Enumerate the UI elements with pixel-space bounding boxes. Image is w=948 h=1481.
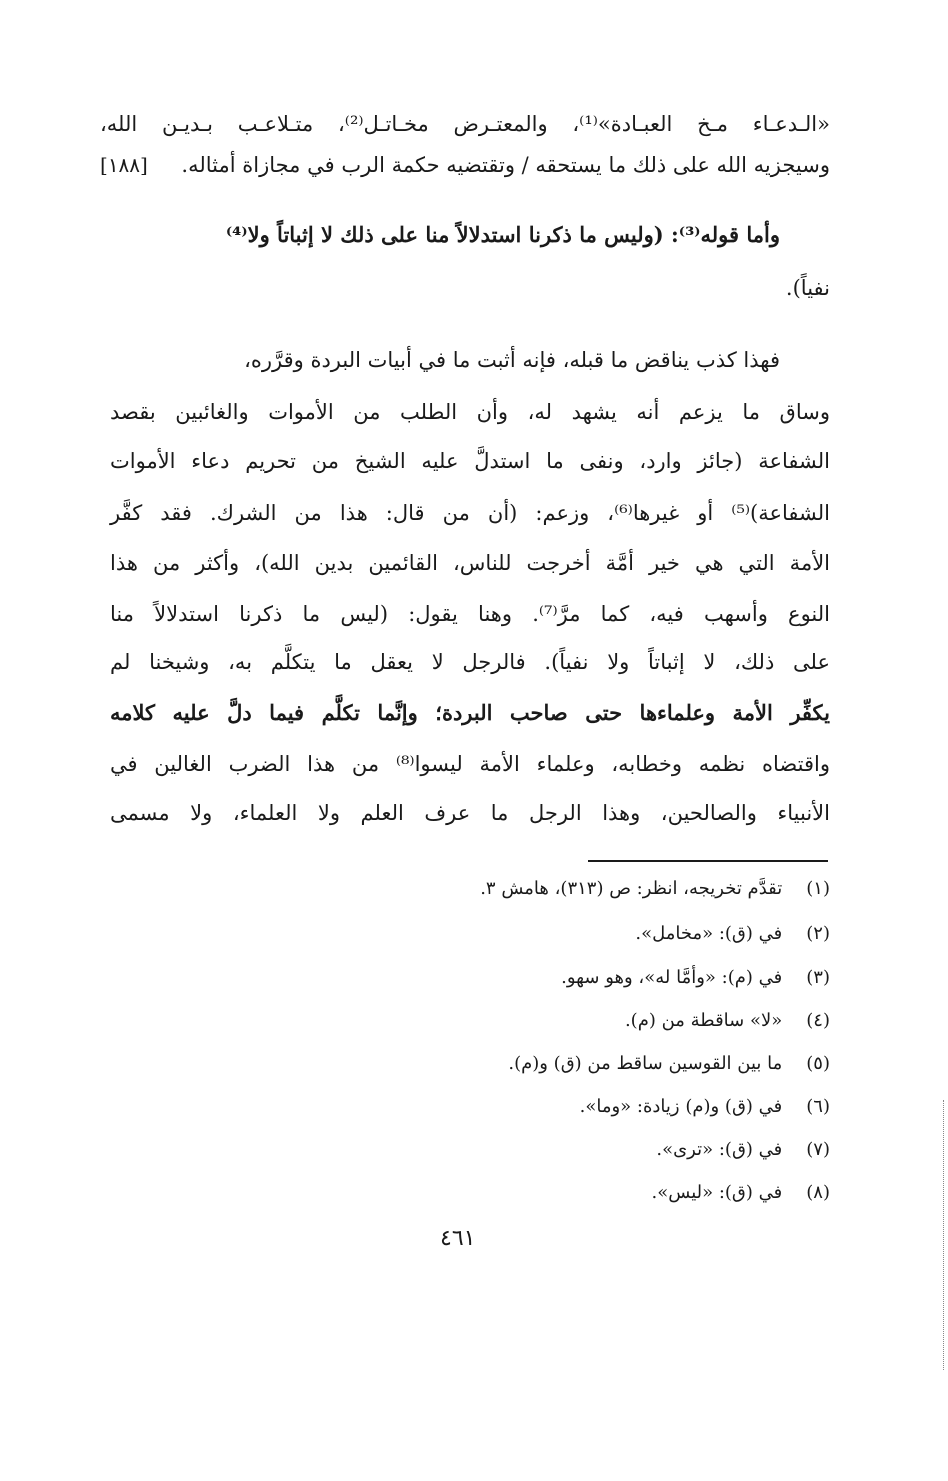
footnote-2 (635, 923, 830, 944)
footnote-number: (٧) (806, 1139, 830, 1160)
body-line-4: نفياً). (785, 276, 830, 300)
footnote-number: (٨) (806, 1182, 830, 1203)
footnote-number: (١) (806, 878, 830, 899)
body-line-14: الأنبياء والصالحين، وهذا الرجل ما عرف العلم ولا العلماء، ولا مسمى (110, 801, 830, 825)
footnote-6 (580, 1096, 830, 1117)
page-number: ٤٦١ (440, 1226, 476, 1251)
body-line-11: على ذلك، لا إثباتاً ولا نفياً). فالرجل لا يعقل ما يتكلَّم به، وشيخنا لم (110, 650, 830, 674)
footnote-number: (٣) (806, 967, 830, 988)
footnote-text: في (م): «وأمَّا له»، وهو سهو. (561, 967, 783, 988)
footnote-text: «لا» ساقطة من (م). (624, 1010, 783, 1031)
footnote-number: (٥) (806, 1053, 830, 1074)
body-line-12: يكفِّر الأمة وعلماءها حتى صاحب البردة؛ وإنَّما تكلَّم فيما دلَّ عليه كلامه (110, 700, 830, 725)
footnote-3 (561, 967, 830, 988)
footnote-number: (٢) (806, 923, 830, 944)
footnote-divider (588, 860, 828, 862)
footnote-5 (508, 1053, 830, 1074)
footnote-1 (480, 878, 830, 899)
body-line-1: «الـدعـاء مـخ العبـادة»⁽¹⁾، والمعتـرض مخـاتـل⁽²⁾، متـلاعـب بـديـن الله، (100, 112, 830, 136)
footnote-8 (652, 1182, 830, 1203)
footnote-4 (625, 1010, 830, 1031)
manuscript-page-ref: [١٨٨] (100, 153, 148, 177)
footnote-7 (656, 1139, 830, 1160)
body-line-13: واقتضاه نظمه وخطابه، وعلماء الأمة ليسوا⁽⁸⁾ من هذا الضرب الغالين في (110, 752, 830, 776)
footnote-text: في (ق) و(م) زيادة: «وما». (579, 1096, 783, 1117)
body-line-7: الشفاعة (جائز وارد، ونفى ما استدلَّ عليه الشيخ من تحريم دعاء الأموات (110, 449, 830, 473)
footnote-text: تقدَّم تخريجه، انظر: ص (٣١٣)، هامش ٣. (480, 878, 783, 899)
body-line-2: وسيجزيه الله على ذلك ما يستحقه / وتقتضيه حكمة الرب في مجازاة أمثاله. (181, 153, 830, 177)
footnote-number: (٦) (806, 1096, 830, 1117)
body-line-3: وأما قوله⁽³⁾: (وليس ما ذكرنا استدلالاً منا على ذلك لا إثباتاً ولا⁽⁴⁾ (225, 222, 780, 247)
body-line-9: الأمة التي هي خير أمَّة أخرجت للناس، القائمين بدين الله)، وأكثر من هذا (110, 551, 830, 575)
footnote-text: في (ق): «مخامل». (635, 923, 783, 944)
body-line-6: وساق ما يزعم أنه يشهد له، وأن الطلب من الأموات والغائبين بقصد (110, 400, 830, 424)
scan-edge-mark (942, 1100, 944, 1370)
body-line-10: النوع وأسهب فيه، كما مرَّ⁽⁷⁾. وهنا يقول: (ليس ما ذكرنا استدلالاً منا (110, 602, 831, 626)
footnote-text: ما بين القوسين ساقط من (ق) و(م). (508, 1053, 783, 1074)
body-line-5: فهذا كذب يناقض ما قبله، فإنه أثبت ما في أبيات البردة وقرَّره، (244, 348, 780, 372)
body-line-8: الشفاعة)⁽⁵⁾ أو غيرها⁽⁶⁾، وزعم: (أن من قال: هذا من الشرك. فقد كفَّر (110, 501, 830, 525)
footnote-number: (٤) (806, 1010, 830, 1031)
footnote-text: في (ق): «ترى». (656, 1139, 783, 1160)
footnote-text: في (ق): «ليس». (651, 1182, 783, 1203)
